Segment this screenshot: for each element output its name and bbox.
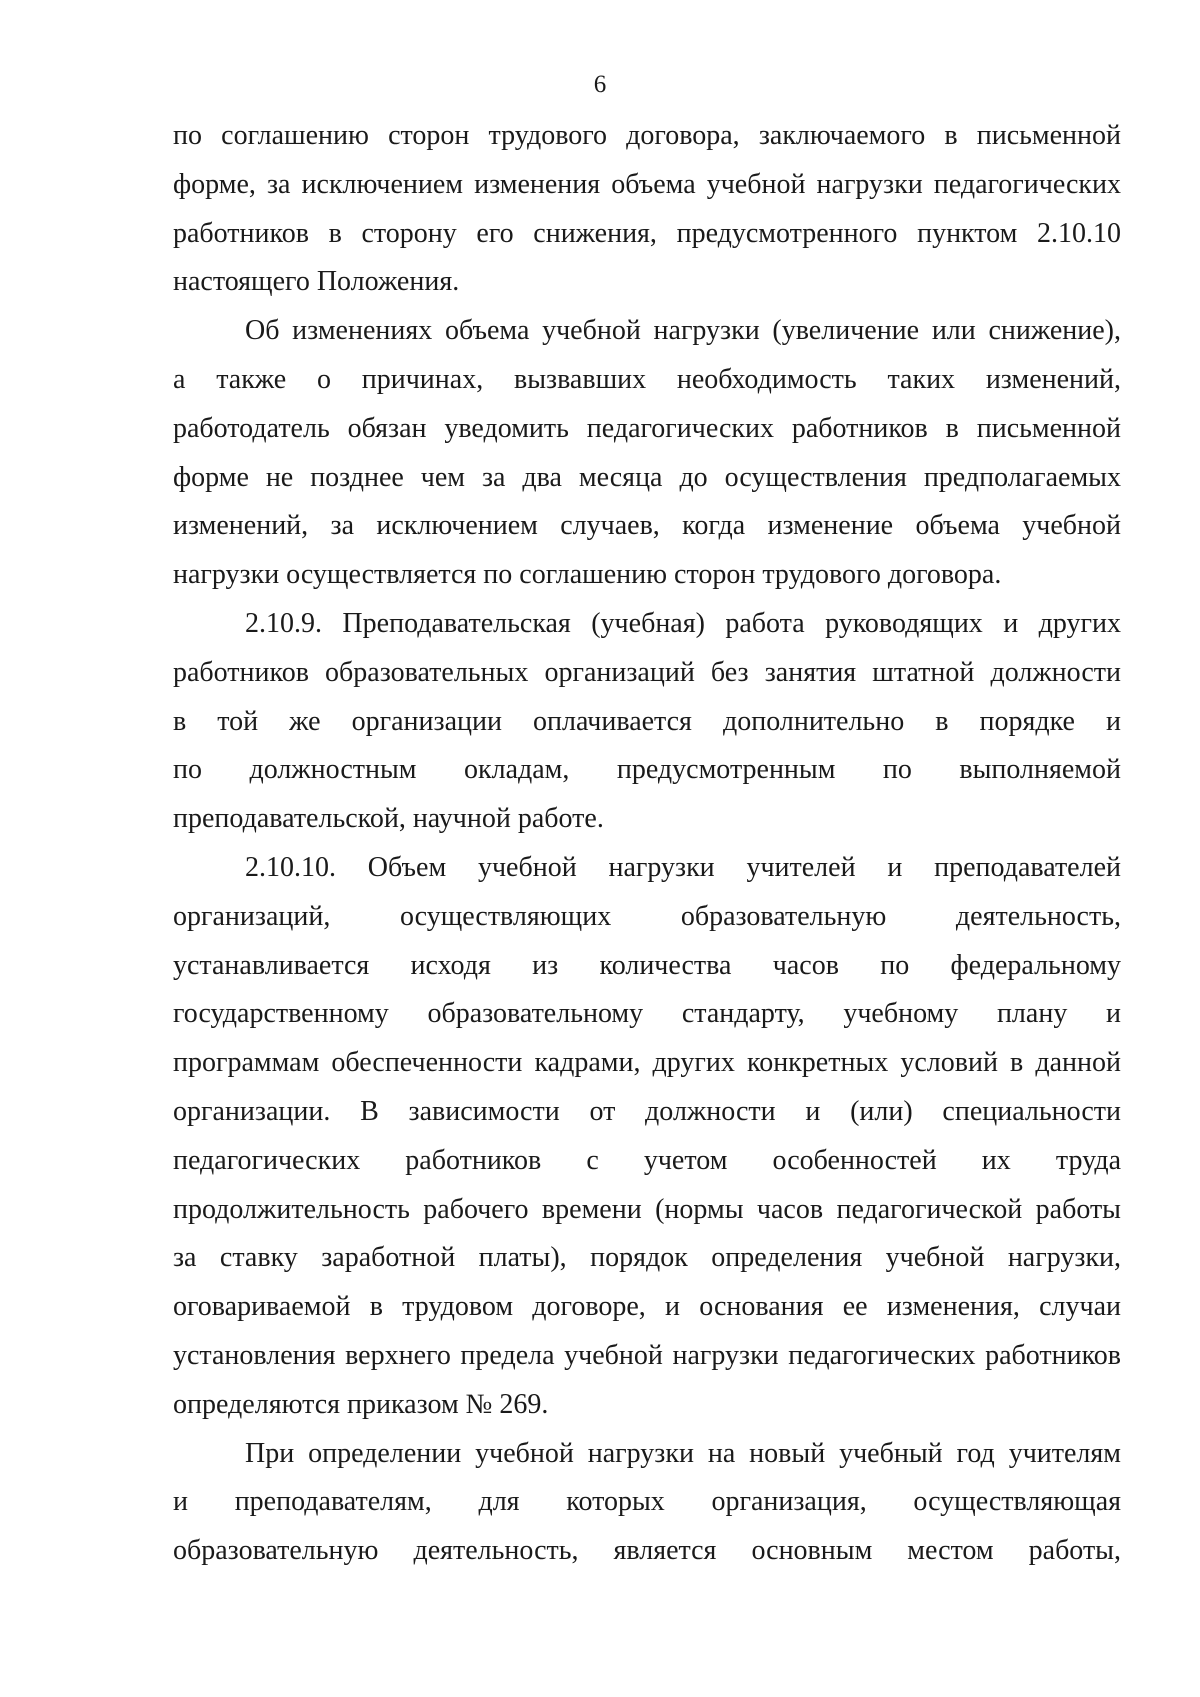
text-line: по должностным окладам, предусмотренным по выполняемой <box>173 754 1121 786</box>
text-line: работников образовательных организаций без занятия штатной должности <box>173 656 1121 688</box>
paragraph-2-10-9 <box>173 600 1121 844</box>
text-line: настоящего Положения. <box>173 266 460 298</box>
text-line: устанавливается исходя из количества часов по федеральному <box>173 949 1121 981</box>
text-line: определяются приказом № 269. <box>173 1388 549 1420</box>
text-line: форме не позднее чем за два месяца до осуществления предполагаемых <box>173 461 1121 493</box>
text-line: преподавательской, научной работе. <box>173 803 604 835</box>
paragraph-2-10-10 <box>173 844 1121 1430</box>
text-line: установления верхнего предела учебной нагрузки педагогических работников <box>173 1339 1121 1371</box>
text-line: в той же организации оплачивается дополнительно в порядке и <box>173 705 1121 737</box>
text-line: продолжительность рабочего времени (нормы часов педагогической работы <box>173 1193 1121 1225</box>
text-line: а также о причинах, вызвавших необходимость таких изменений, <box>173 363 1121 395</box>
text-line: работодатель обязан уведомить педагогических работников в письменной <box>173 412 1121 444</box>
text-line: При определении учебной нагрузки на новый учебный год учителям <box>245 1437 1121 1469</box>
text-line: по соглашению сторон трудового договора, заключаемого в письменной <box>173 120 1121 151</box>
text-line: 2.10.10. Объем учебной нагрузки учителей и преподавателей <box>245 851 1121 883</box>
page-number: 6 <box>593 71 607 98</box>
text-line: государственному образовательному стандарту, учебному плану и <box>173 998 1121 1030</box>
paragraph-load-changes <box>173 307 1121 600</box>
text-line: организации. В зависимости от должности и (или) специальности <box>173 1095 1121 1127</box>
text-line: форме, за исключением изменения объема учебной нагрузки педагогических <box>173 168 1121 200</box>
text-line: оговариваемой в трудовом договоре, и основания ее изменения, случаи <box>173 1291 1121 1323</box>
text-line: образовательную деятельность, является основным местом работы, <box>173 1535 1121 1567</box>
document-body <box>173 112 1121 1576</box>
paragraph-continuation <box>173 112 1121 307</box>
text-line: за ставку заработной платы), порядок определения учебной нагрузки, <box>173 1242 1121 1274</box>
text-line: педагогических работников с учетом особенностей их труда <box>173 1144 1121 1176</box>
text-line: изменений, за исключением случаев, когда изменение объема учебной <box>173 510 1121 542</box>
paragraph-new-year-load <box>173 1430 1121 1576</box>
text-line: 2.10.9. Преподавательская (учебная) работа руководящих и других <box>245 607 1121 639</box>
text-line: и преподавателям, для которых организация, осуществляющая <box>173 1486 1121 1518</box>
text-line: работников в сторону его снижения, предусмотренного пунктом 2.10.10 <box>173 217 1121 249</box>
text-line: организаций, осуществляющих образовательную деятельность, <box>173 900 1121 932</box>
text-line: программам обеспеченности кадрами, других конкретных условий в данной <box>173 1047 1121 1079</box>
text-line: нагрузки осуществляется по соглашению сторон трудового договора. <box>173 559 1002 591</box>
text-line: Об изменениях объема учебной нагрузки (увеличение или снижение), <box>245 315 1121 347</box>
